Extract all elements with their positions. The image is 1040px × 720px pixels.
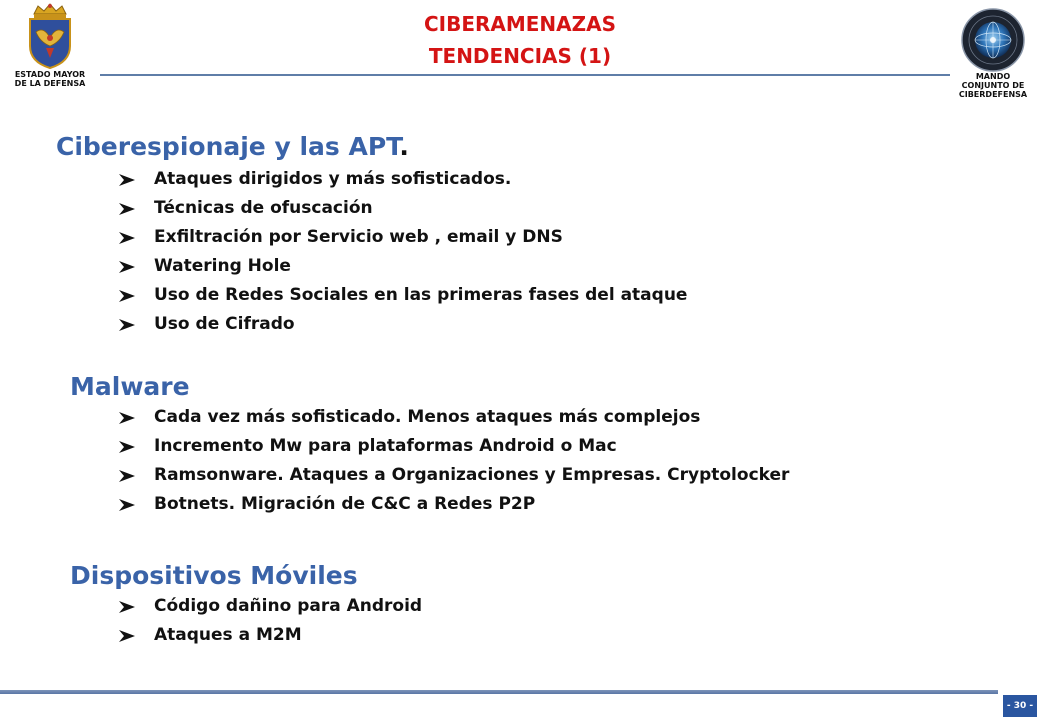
bullet-list [118, 592, 422, 650]
bullet-text: Uso de Redes Sociales en las primeras fases del ataque [154, 285, 688, 305]
mcce-logo [950, 2, 1036, 99]
bullet-item [118, 281, 687, 310]
bullet-item [118, 252, 687, 281]
arrow-bullet-icon [118, 490, 140, 519]
section-title: Dispositivos Móviles [70, 561, 358, 590]
bullet-item [118, 165, 687, 194]
section-title: Malware [70, 372, 190, 401]
title-line-2: TENDENCIAS (1) [428, 44, 612, 68]
slide-title [300, 8, 740, 72]
bullet-item [118, 223, 687, 252]
arrow-bullet-icon [118, 461, 140, 490]
section-title [56, 131, 687, 163]
bullet-item [118, 194, 687, 223]
bullet-text: Uso de Cifrado [154, 314, 295, 334]
arrow-bullet-icon [118, 403, 140, 432]
mcce-seal-icon [961, 8, 1025, 72]
bullet-item [118, 592, 422, 621]
header-divider [100, 74, 950, 76]
title-line-1: CIBERAMENAZAS [423, 12, 617, 36]
bullet-text: Ataques dirigidos y más sofisticados. [154, 169, 512, 189]
emad-emblem-icon [24, 2, 76, 70]
emad-caption-line1: ESTADO MAYOR [14, 70, 86, 79]
arrow-bullet-icon [118, 194, 140, 223]
bullet-text: Cada vez más sofisticado. Menos ataques más complejos [154, 407, 701, 427]
arrow-bullet-icon [118, 592, 140, 621]
bullet-text: Botnets. Migración de C&C a Redes P2P [154, 494, 536, 514]
footer-divider [0, 690, 998, 694]
bullet-text: Ataques a M2M [154, 625, 302, 645]
bullet-list [118, 165, 687, 339]
bullet-text: Incremento Mw para plataformas Android o Mac [154, 436, 617, 456]
arrow-bullet-icon [118, 310, 140, 339]
arrow-bullet-icon [118, 281, 140, 310]
bullet-text: Exfiltración por Servicio web , email y DNS [154, 227, 563, 247]
arrow-bullet-icon [118, 252, 140, 281]
bullet-text: Watering Hole [154, 256, 291, 276]
section-title-suffix: . [399, 132, 409, 161]
section-malware [70, 371, 789, 519]
page-number: - 30 - [1003, 695, 1037, 717]
bullet-list [118, 403, 789, 519]
section-moviles [70, 560, 422, 650]
bullet-item [118, 432, 789, 461]
section-title-text: Ciberespionaje y las APT [56, 132, 400, 161]
mcce-caption-line3: CIBERDEFENSA [958, 90, 1028, 99]
bullet-item [118, 621, 422, 650]
arrow-bullet-icon [118, 432, 140, 461]
bullet-item [118, 490, 789, 519]
emad-logo [12, 2, 88, 88]
bullet-item [118, 403, 789, 432]
emad-caption-line2: DE LA DEFENSA [14, 79, 86, 88]
arrow-bullet-icon [118, 165, 140, 194]
bullet-text: Ramsonware. Ataques a Organizaciones y Empresas. Cryptolocker [154, 465, 790, 485]
bullet-text: Técnicas de ofuscación [154, 198, 373, 218]
mcce-caption-line1: MANDO [975, 72, 1011, 81]
arrow-bullet-icon [118, 621, 140, 650]
bullet-text: Código dañino para Android [154, 596, 423, 616]
bullet-item [118, 310, 687, 339]
section-apt [56, 131, 687, 339]
mcce-caption-line2: CONJUNTO DE [961, 81, 1025, 90]
arrow-bullet-icon [118, 223, 140, 252]
bullet-item [118, 461, 789, 490]
